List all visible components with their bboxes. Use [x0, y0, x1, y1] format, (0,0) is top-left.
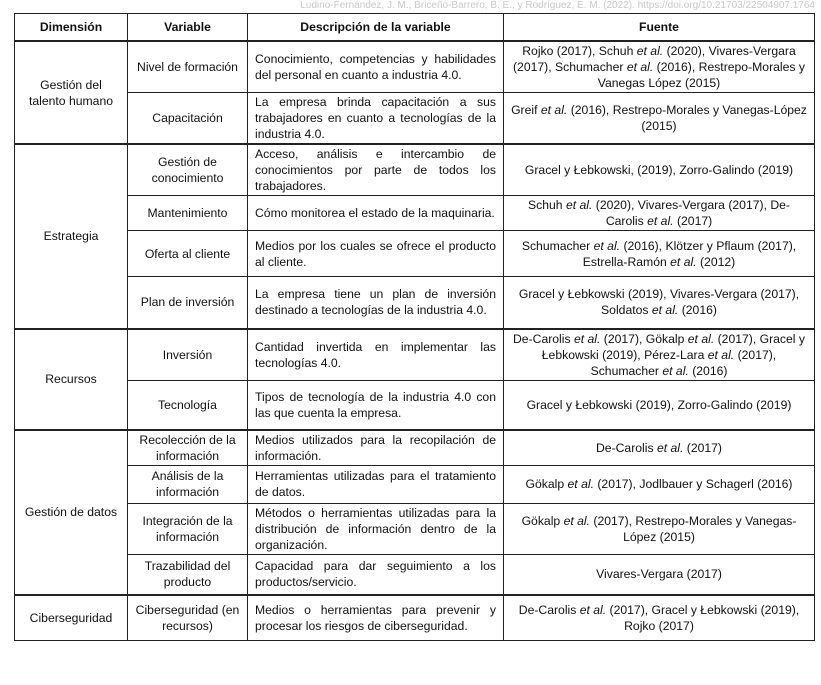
table-row	[15, 277, 815, 329]
dimension-group	[15, 144, 815, 329]
header-description: Descripción de la variable	[248, 14, 504, 42]
source-cell: Gracel y Łebkowski (2019), Vivares-Vergara (2017), Soldatos et al. (2016)	[504, 277, 815, 329]
description-cell: Medios utilizados para la recopilación de información.	[248, 430, 504, 466]
dimension-group	[15, 329, 815, 430]
table-row	[15, 430, 815, 466]
variable-cell: Trazabilidad del producto	[128, 554, 248, 595]
source-cell: Gökalp et al. (2017), Restrepo-Morales y Vanegas-López (2015)	[504, 503, 815, 554]
variable-cell: Inversión	[128, 329, 248, 381]
dimension-group	[15, 41, 815, 144]
table-row	[15, 144, 815, 196]
description-cell: La empresa brinda capacitación a sus trabajadores en cuanto a tecnologías de la industria 4.0.	[248, 93, 504, 145]
source-cell: Schuh et al. (2020), Vivares-Vergara (2017), De-Carolis et al. (2017)	[504, 196, 815, 231]
description-cell: Conocimiento, competencias y habilidades del personal en cuanto a industria 4.0.	[248, 41, 504, 93]
header-variable: Variable	[128, 14, 248, 42]
dimension-group	[15, 595, 815, 640]
description-cell: Medios o herramientas para prevenir y procesar los riesgos de ciberseguridad.	[248, 595, 504, 640]
description-cell: La empresa tiene un plan de inversión destinado a tecnologías de la industria 4.0.	[248, 277, 504, 329]
dimension-cell: Recursos	[15, 329, 128, 430]
citation-header: Ludino-Fernández, J. M., Briceño-Barrero, B. E., y Rodríguez, E. M. (2022). https://doi.org/10.21703/22504907.1764	[300, 0, 815, 11]
variable-cell: Tecnología	[128, 381, 248, 430]
variable-cell: Oferta al cliente	[128, 231, 248, 277]
description-cell: Medios por los cuales se ofrece el producto al cliente.	[248, 231, 504, 277]
variable-cell: Análisis de la información	[128, 465, 248, 503]
description-cell: Acceso, análisis e intercambio de conocimientos por parte de todos los trabajadores.	[248, 144, 504, 196]
description-cell: Cómo monitorea el estado de la maquinaria.	[248, 196, 504, 231]
description-cell: Tipos de tecnología de la industria 4.0 con las que cuenta la empresa.	[248, 381, 504, 430]
variable-cell: Mantenimiento	[128, 196, 248, 231]
variable-cell: Ciberseguridad (en recursos)	[128, 595, 248, 640]
table-row	[15, 554, 815, 595]
source-cell: De-Carolis et al. (2017), Gracel y Łebkowski (2019), Rojko (2017)	[504, 595, 815, 640]
variable-cell: Nivel de formación	[128, 41, 248, 93]
table-row	[15, 231, 815, 277]
source-cell: Schumacher et al. (2016), Klötzer y Pflaum (2017), Estrella-Ramón et al. (2012)	[504, 231, 815, 277]
source-cell: De-Carolis et al. (2017)	[504, 430, 815, 466]
variable-cell: Recolección de la información	[128, 430, 248, 466]
description-cell: Capacidad para dar seguimiento a los productos/servicio.	[248, 554, 504, 595]
table-row	[15, 196, 815, 231]
table-row	[15, 503, 815, 554]
source-cell: De-Carolis et al. (2017), Gökalp et al. (2017), Gracel y Łebkowski (2019), Pérez-Lara et al. (2017), Schumacher et al. (2016)	[504, 329, 815, 381]
dimension-cell: Estrategia	[15, 144, 128, 329]
variable-cell: Integración de la información	[128, 503, 248, 554]
table-row	[15, 329, 815, 381]
table-row	[15, 41, 815, 93]
dimension-cell: Gestión del talento humano	[15, 41, 128, 144]
source-cell: Gökalp et al. (2017), Jodlbauer y Schagerl (2016)	[504, 465, 815, 503]
description-cell: Métodos o herramientas utilizadas para la distribución de información dentro de la organización.	[248, 503, 504, 554]
source-cell: Greif et al. (2016), Restrepo-Morales y Vanegas-López (2015)	[504, 93, 815, 145]
header-source: Fuente	[504, 14, 815, 42]
dimension-group	[15, 430, 815, 596]
variable-cell: Gestión de conocimiento	[128, 144, 248, 196]
dimension-cell: Ciberseguridad	[15, 595, 128, 640]
table-row	[15, 595, 815, 640]
variable-cell: Capacitación	[128, 93, 248, 145]
description-cell: Cantidad invertida en implementar las tecnologías 4.0.	[248, 329, 504, 381]
source-cell: Vivares-Vergara (2017)	[504, 554, 815, 595]
table-header-row	[15, 14, 815, 42]
variables-table	[14, 13, 815, 641]
source-cell: Gracel y Łebkowski, (2019), Zorro-Galindo (2019)	[504, 144, 815, 196]
dimension-cell: Gestión de datos	[15, 430, 128, 596]
description-cell: Herramientas utilizadas para el tratamiento de datos.	[248, 465, 504, 503]
source-cell: Gracel y Łebkowski (2019), Zorro-Galindo (2019)	[504, 381, 815, 430]
header-dimension: Dimensión	[15, 14, 128, 42]
table-row	[15, 465, 815, 503]
table-row	[15, 93, 815, 145]
table-row	[15, 381, 815, 430]
variable-cell: Plan de inversión	[128, 277, 248, 329]
source-cell: Rojko (2017), Schuh et al. (2020), Vivares-Vergara (2017), Schumacher et al. (2016), Restrepo-Morales y Vanegas López (2015)	[504, 41, 815, 93]
